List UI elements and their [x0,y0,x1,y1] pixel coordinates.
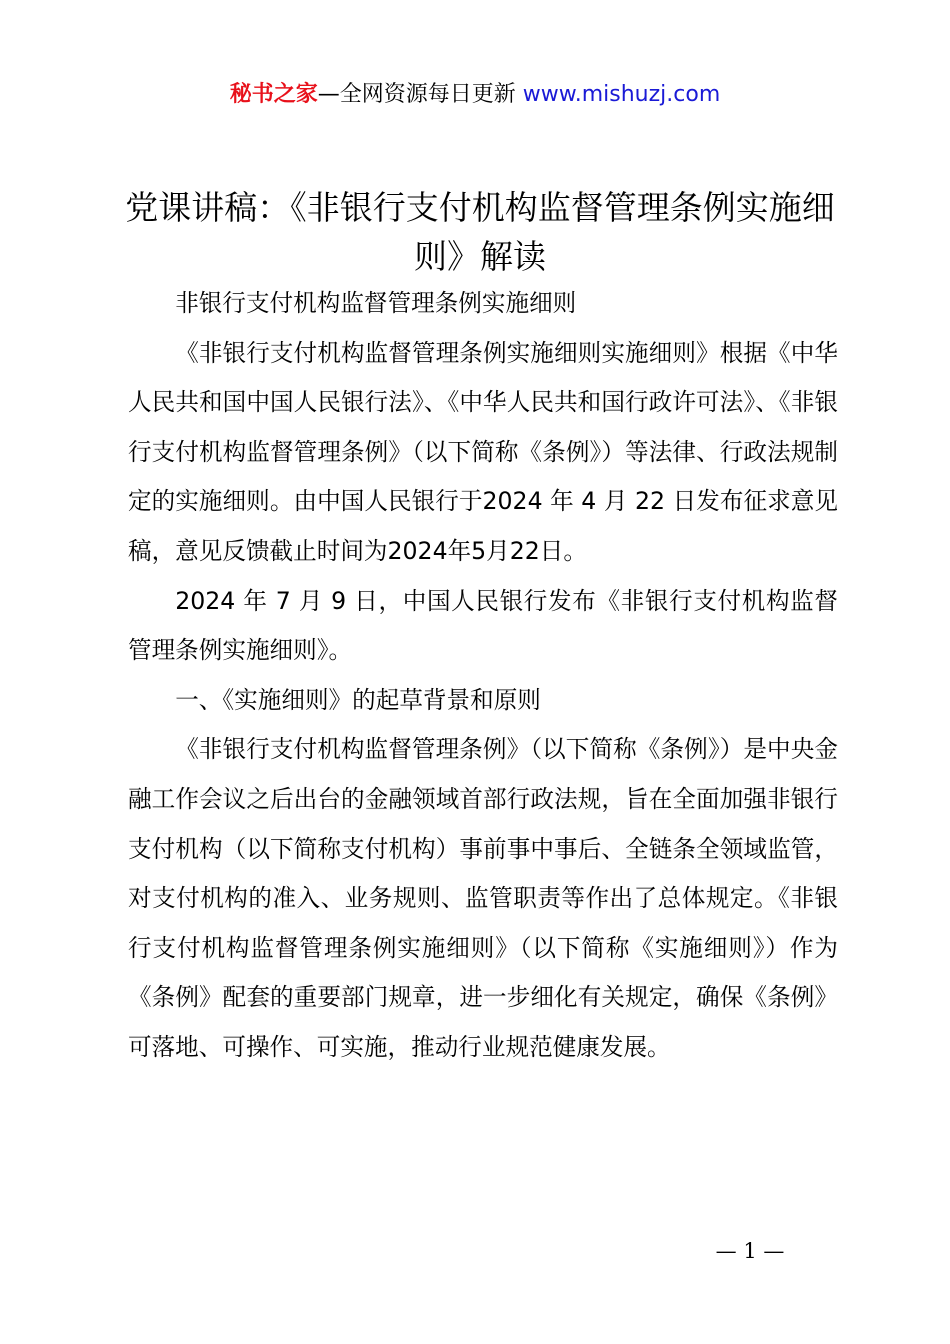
document-body [128,279,838,1073]
body-paragraph: 2024 年 7 月 9 日，中国人民银行发布《非银行支付机构监督管理条例实施细则》。 [128,586,838,665]
page-number: — 1 — [715,1239,785,1263]
site-header [0,80,950,110]
body-paragraph: 《非银行支付机构监督管理条例实施细则实施细则》根据《中华人民共和国中国人民银行法》、《中华人民共和国行政许可法》、《非银行支付机构监督管理条例》（以下简称《条例》）等法律、行政法规制定的实施细则。由中国人民银行于2024 年 4 月 22 日发布征求意见稿，意见反馈截止时间为2024年5月22日。 [128,338,838,565]
document-title: 党课讲稿：《非银行支付机构监督管理条例实施细则》解读 [125,188,835,276]
body-paragraph: 《非银行支付机构监督管理条例》（以下简称《条例》）是中央金融工作会议之后出台的金融领域首部行政法规，旨在全面加强非银行支付机构（以下简称支付机构）事前事中事后、全链条全领域监管，对支付机构的准入、业务规则、监管职责等作出了总体规定。《非银行支付机构监督管理条例实施细则》（以下简称《实施细则》）作为《条例》配套的重要部门规章，进一步细化有关规定，确保《条例》可落地、可操作、可实施，推动行业规范健康发展。 [128,735,838,1061]
section-heading: 一、《实施细则》的起草背景和原则 [175,685,541,714]
site-brand: 秘书之家 [229,82,318,107]
site-tagline: —全网资源每日更新 [317,82,523,107]
body-paragraph-subtitle: 非银行支付机构监督管理条例实施细则 [175,289,577,317]
site-url-link[interactable]: www.mishuzj.com [522,82,721,107]
